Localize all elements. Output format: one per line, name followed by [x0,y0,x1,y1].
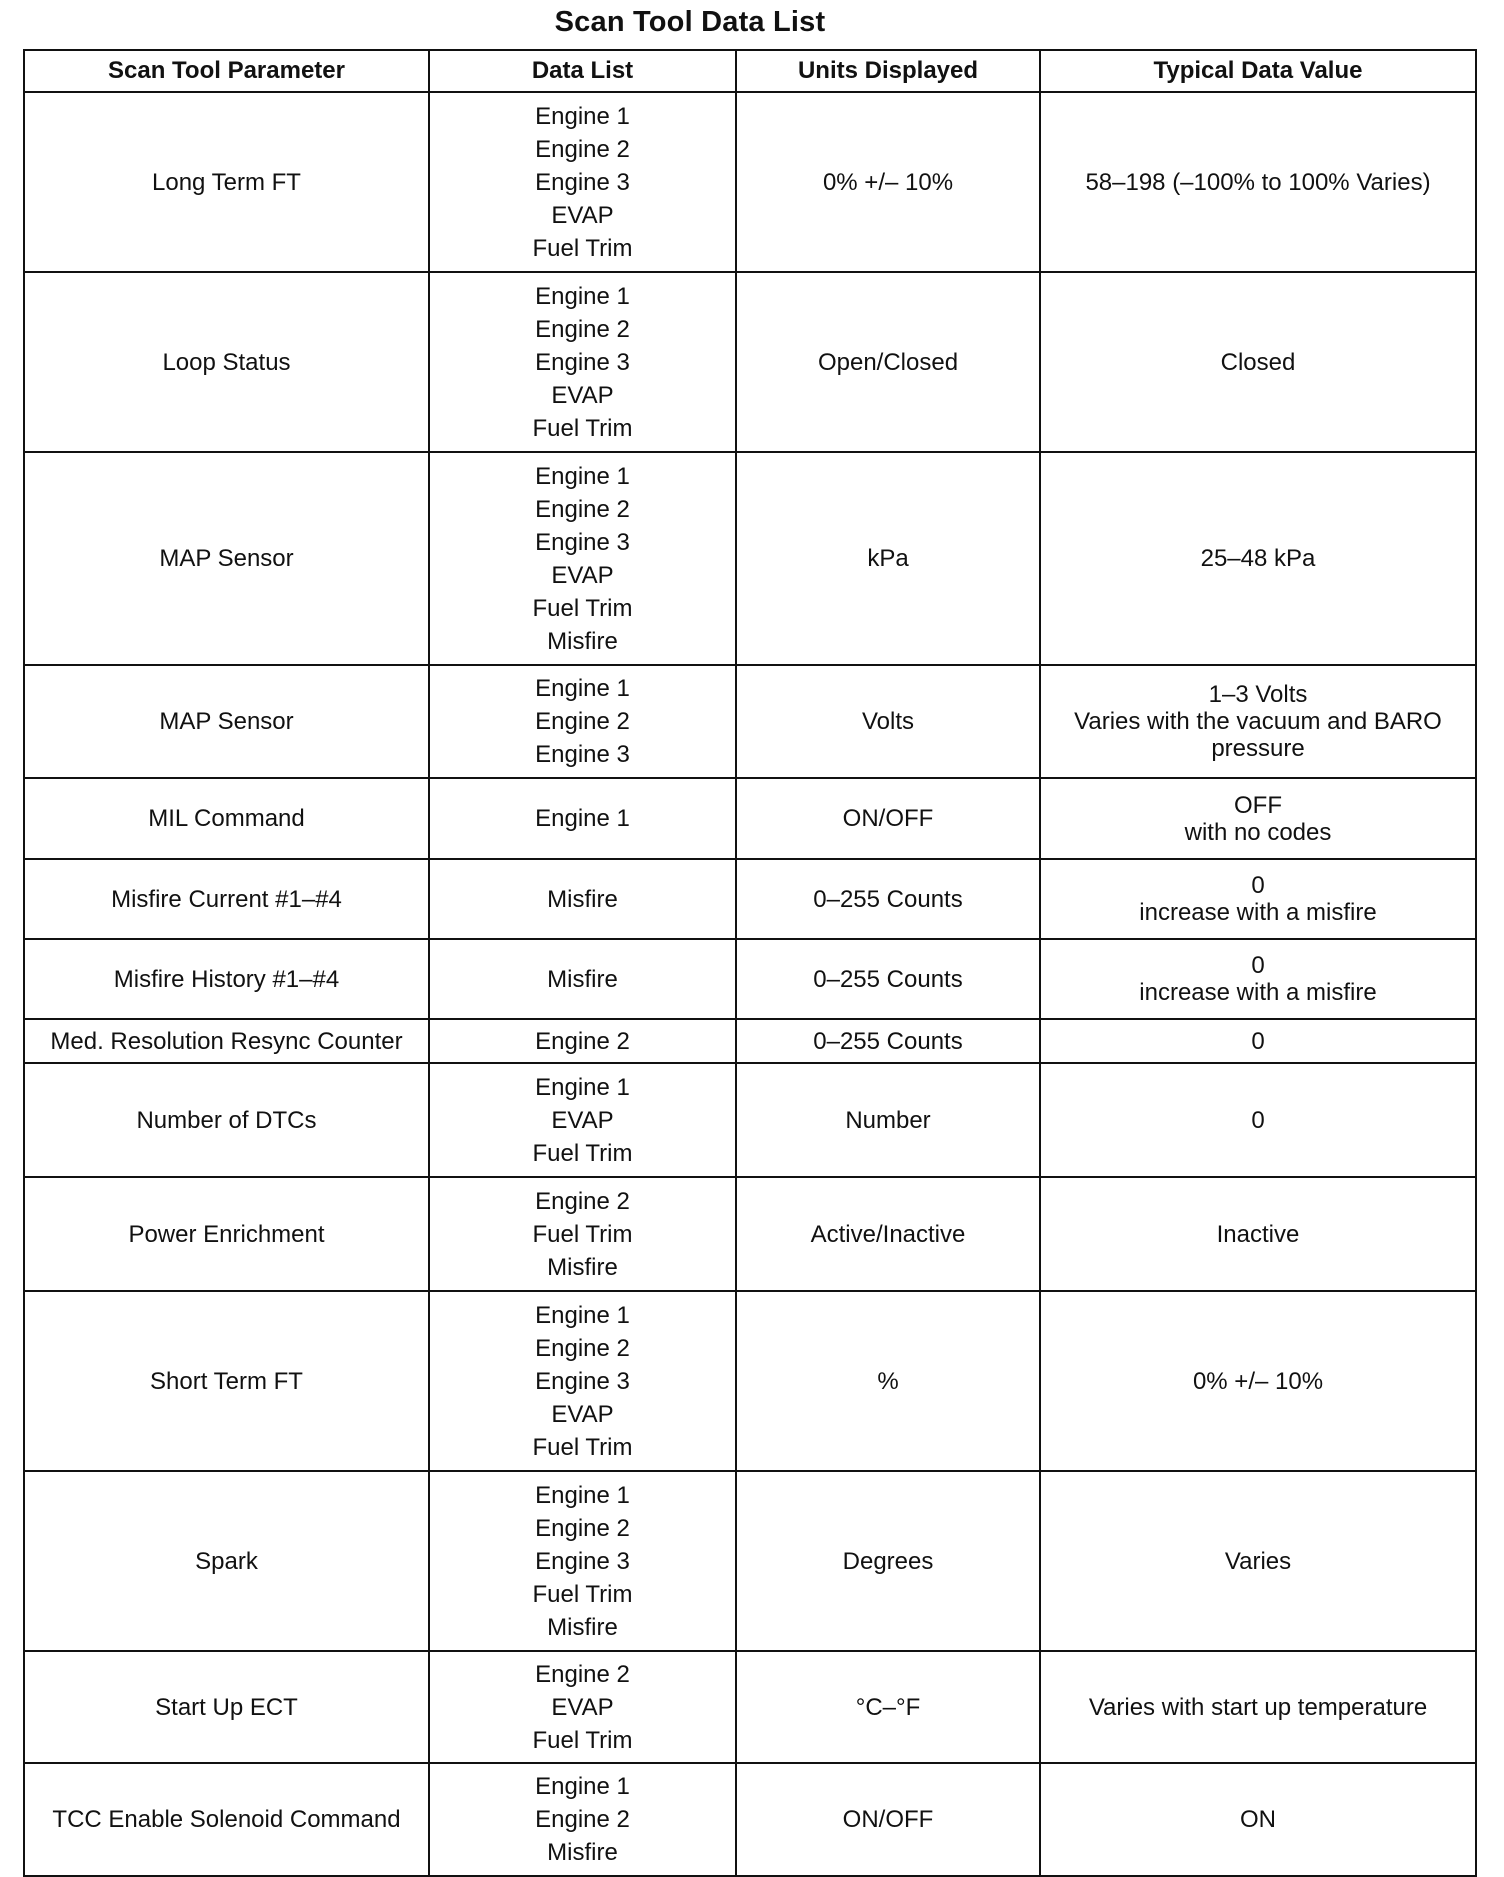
data-list-cell [429,452,736,665]
data-list-entry: Engine 1 [535,1301,630,1329]
typical-value-line: 58–198 (–100% to 100% Varies) [1085,168,1431,196]
typical-value-line: Varies with start up temperature [1088,1693,1428,1721]
data-list-entry: Engine 1 [535,282,630,310]
typical-value-cell [1040,452,1476,665]
page-title: Scan Tool Data List [554,6,826,38]
data-list-entry: Engine 2 [535,135,630,163]
data-list-entry: Fuel Trim [532,1220,633,1248]
data-list-entry: Engine 2 [535,708,630,735]
data-list-cell [429,1471,736,1651]
data-list-entry: Engine 2 [535,1806,630,1833]
units-cell: Volts [736,665,1040,778]
typical-value-cell [1040,665,1476,778]
table-row [24,272,1476,452]
units-cell: kPa [736,452,1040,665]
table-row [24,1471,1476,1651]
data-list-cell [429,1019,736,1063]
data-list-cell [429,1063,736,1177]
data-list-entry: Engine 1 [535,1773,630,1800]
data-list-cell [429,92,736,272]
parameter-cell: MAP Sensor [24,665,429,778]
typical-value-cell [1040,939,1476,1019]
units-cell: Active/Inactive [736,1177,1040,1291]
data-list-entry: Engine 3 [535,741,630,768]
typical-value-line: 0 [1251,872,1265,899]
data-list-entry: Engine 2 [535,315,630,343]
units-cell: ON/OFF [736,778,1040,859]
data-list-entry: Engine 2 [535,1187,630,1215]
data-list-cell [429,859,736,939]
parameter-cell: Loop Status [24,272,429,452]
parameter-cell: Misfire Current #1–#4 [24,859,429,939]
table-row [24,1177,1476,1291]
header-units: Units Displayed [736,50,1040,92]
typical-value-cell [1040,778,1476,859]
data-list-entry: EVAP [551,201,614,229]
data-list-cell [429,665,736,778]
typical-value-line: 1–3 Volts [1208,681,1308,708]
parameter-cell: TCC Enable Solenoid Command [24,1763,429,1876]
data-list-cell [429,1763,736,1876]
data-list-cell [429,1177,736,1291]
units-cell: Open/Closed [736,272,1040,452]
typical-value-cell [1040,1177,1476,1291]
typical-value-line: 0 [1251,1027,1265,1055]
table-row [24,1763,1476,1876]
typical-value-cell [1040,1063,1476,1177]
parameter-cell: Long Term FT [24,92,429,272]
data-list-entry: EVAP [551,1400,614,1428]
data-list-cell [429,272,736,452]
typical-value-line: Varies with the vacuum and BARO pressure [1074,708,1442,762]
table-row [24,859,1476,939]
parameter-cell: Power Enrichment [24,1177,429,1291]
data-list-cell [429,1291,736,1471]
parameter-cell: MAP Sensor [24,452,429,665]
data-list-entry: Engine 1 [535,1481,630,1509]
data-list-entry: Engine 2 [535,1334,630,1362]
data-list-entry: Engine 2 [535,1514,630,1542]
data-list-entry: Engine 1 [535,1073,630,1101]
table-row [24,1651,1476,1763]
parameter-cell: Med. Resolution Resync Counter [24,1019,429,1063]
data-list-entry: Fuel Trim [532,1580,633,1608]
data-list-entry: EVAP [551,1693,614,1721]
header-value: Typical Data Value [1040,50,1476,92]
typical-value-cell [1040,859,1476,939]
table-row [24,92,1476,272]
typical-value-cell [1040,1471,1476,1651]
data-list-entry: Fuel Trim [532,234,633,262]
data-list-entry: Engine 1 [535,805,630,832]
parameter-cell: Start Up ECT [24,1651,429,1763]
typical-value-line: 25–48 kPa [1200,545,1316,572]
typical-value-line: Varies [1224,1547,1292,1575]
units-cell: Degrees [736,1471,1040,1651]
table-body [24,92,1476,1876]
data-list-entry: Misfire [547,965,618,993]
units-cell: 0% +/– 10% [736,92,1040,272]
data-list-entry: Fuel Trim [532,1726,633,1754]
data-list-cell [429,1651,736,1763]
data-list-entry: Engine 1 [535,675,630,702]
data-list-entry: Fuel Trim [532,1433,633,1461]
data-list-entry: Engine 3 [535,528,630,556]
units-cell: % [736,1291,1040,1471]
units-cell: ON/OFF [736,1763,1040,1876]
data-list-entry: Engine 1 [535,102,630,130]
table-row [24,778,1476,859]
table-row [24,939,1476,1019]
data-list-entry: Misfire [547,885,618,913]
data-list-entry: Engine 3 [535,1367,630,1395]
header-parameter: Scan Tool Parameter [24,50,429,92]
data-list-entry: EVAP [551,561,614,589]
typical-value-line: 0 [1251,952,1265,979]
parameter-cell: Number of DTCs [24,1063,429,1177]
units-cell: 0–255 Counts [736,1019,1040,1063]
data-list-entry: Engine 3 [535,168,630,196]
typical-value-cell [1040,1651,1476,1763]
data-list-cell [429,939,736,1019]
typical-value-line: OFF [1234,791,1282,819]
units-cell: 0–255 Counts [736,939,1040,1019]
data-list-entry: Misfire [547,1613,618,1641]
data-list-entry: Engine 2 [535,495,630,523]
data-list-entry: Fuel Trim [532,1139,633,1167]
data-list-cell [429,778,736,859]
data-list-entry: Engine 2 [535,1660,630,1688]
typical-value-line: Inactive [1216,1220,1300,1248]
table-row [24,1291,1476,1471]
typical-value-cell [1040,1291,1476,1471]
data-list-entry: Misfire [547,627,618,655]
data-list-entry: Fuel Trim [532,594,633,622]
header-data-list: Data List [429,50,736,92]
data-list-entry: Misfire [547,1253,618,1281]
header-row [24,50,1476,92]
units-cell: °C–°F [736,1651,1040,1763]
typical-value-line: increase with a misfire [1139,979,1377,1006]
table-row [24,452,1476,665]
typical-value-line: ON [1240,1806,1276,1833]
data-list-entry: Engine 2 [535,1027,630,1055]
typical-value-line: with no codes [1184,818,1332,846]
parameter-cell: Spark [24,1471,429,1651]
parameter-cell: MIL Command [24,778,429,859]
typical-value-cell [1040,1763,1476,1876]
typical-value-cell [1040,272,1476,452]
data-list-entry: EVAP [551,1106,614,1134]
typical-value-cell [1040,1019,1476,1063]
typical-value-cell [1040,92,1476,272]
data-list-entry: EVAP [551,381,614,409]
data-list-entry: Misfire [547,1839,618,1866]
typical-value-line: Closed [1220,348,1296,376]
data-list-entry: Fuel Trim [532,414,633,442]
scan-tool-data-table [23,49,1477,1877]
parameter-cell: Misfire History #1–#4 [24,939,429,1019]
units-cell: 0–255 Counts [736,859,1040,939]
typical-value-line: increase with a misfire [1139,899,1377,926]
typical-value-line: 0 [1251,1106,1265,1134]
table-row [24,1019,1476,1063]
data-list-entry: Engine 3 [535,1547,630,1575]
table-row [24,665,1476,778]
typical-value-line: 0% +/– 10% [1192,1367,1324,1395]
table-row [24,1063,1476,1177]
units-cell: Number [736,1063,1040,1177]
parameter-cell: Short Term FT [24,1291,429,1471]
data-list-entry: Engine 1 [535,462,630,490]
data-list-entry: Engine 3 [535,348,630,376]
